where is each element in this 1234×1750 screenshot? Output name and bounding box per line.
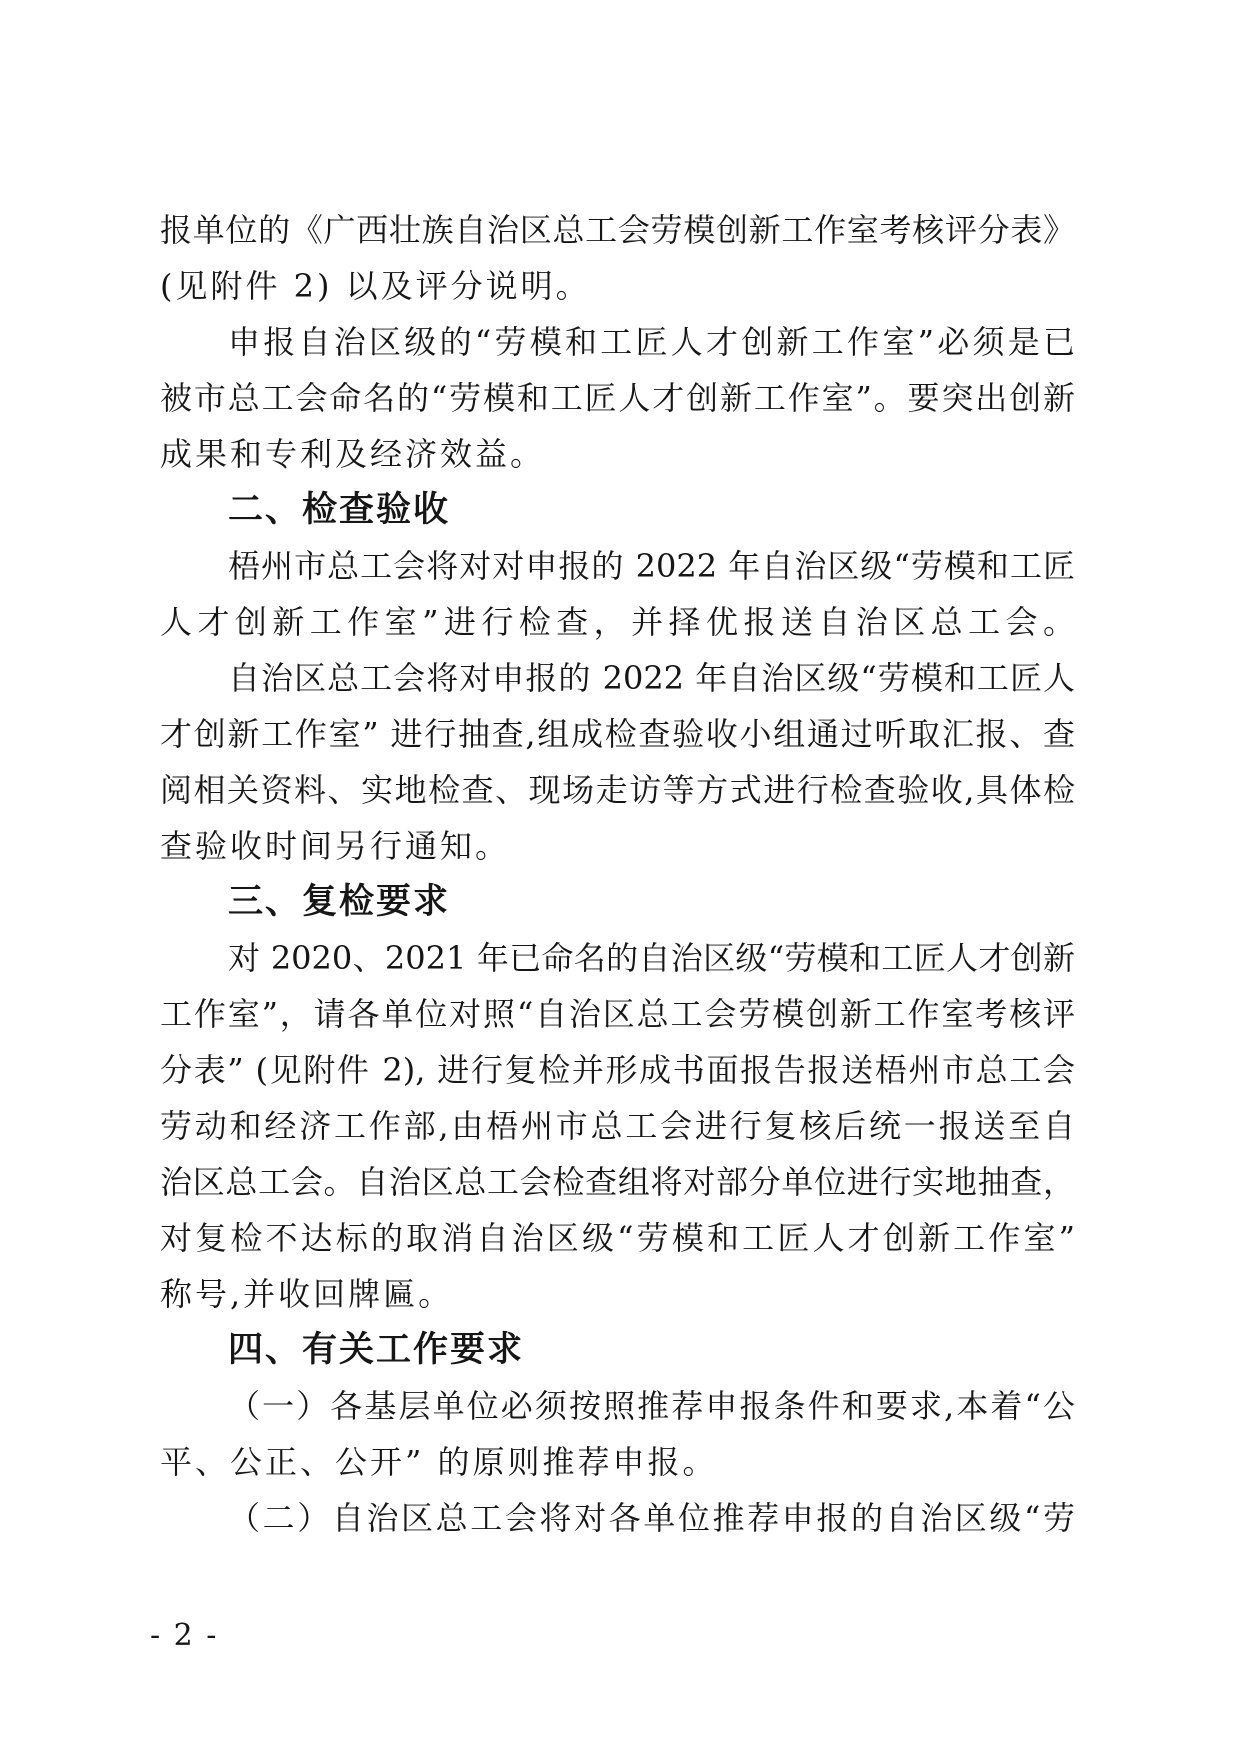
text-line: （二）自治区总工会将对各单位推荐申报的自治区级“劳	[228, 1499, 1075, 1537]
page-number: - 2 -	[150, 1618, 219, 1653]
text-line: 梧州市总工会将对对申报的 2022 年自治区级“劳模和工匠	[228, 547, 1075, 585]
section-heading: 四、有关工作要求	[228, 1330, 525, 1370]
text-line: 人才创新工作室”进行检查，并择优报送自治区总工会。	[160, 603, 1075, 641]
document-body	[160, 202, 1075, 1546]
text-line: 才创新工作室” 进行抽查,组成检查验收小组通过听取汇报、查	[160, 715, 1075, 753]
text-line: 对 2020、2021 年已命名的自治区级“劳模和工匠人才创新	[228, 939, 1075, 977]
text-line: 劳动和经济工作部,由梧州市总工会进行复核后统一报送至自	[160, 1107, 1075, 1145]
text-line: 报单位的《广西壮族自治区总工会劳模创新工作室考核评分表》	[160, 211, 1075, 249]
text-line: 成果和专利及经济效益。	[160, 435, 546, 473]
text-line: 工作室”，请各单位对照“自治区总工会劳模创新工作室考核评	[160, 995, 1075, 1033]
text-line: 阅相关资料、实地检查、现场走访等方式进行检查验收,具体检	[160, 771, 1075, 809]
text-line: 分表” (见附件 2), 进行复检并形成书面报告报送梧州市总工会	[160, 1051, 1075, 1089]
text-line: 称号,并收回牌匾。	[160, 1275, 454, 1313]
text-line: 申报自治区级的“劳模和工匠人才创新工作室”必须是已	[228, 323, 1075, 361]
text-line: (见附件 2) 以及评分说明。	[160, 267, 591, 305]
text-line: 被市总工会命名的“劳模和工匠人才创新工作室”。要突出创新	[160, 379, 1075, 417]
text-line: 自治区总工会将对申报的 2022 年自治区级“劳模和工匠人	[228, 659, 1075, 697]
text-line: 平、公正、公开” 的原则推荐申报。	[160, 1443, 718, 1481]
text-line: （一）各基层单位必须按照推荐申报条件和要求,本着“公	[228, 1387, 1075, 1425]
section-heading: 三、复检要求	[228, 882, 451, 922]
text-line: 查验收时间另行通知。	[160, 827, 511, 865]
section-heading: 二、检查验收	[228, 490, 451, 530]
text-line: 治区总工会。自治区总工会检查组将对部分单位进行实地抽查，	[160, 1163, 1075, 1201]
text-line: 对复检不达标的取消自治区级“劳模和工匠人才创新工作室”	[160, 1219, 1075, 1257]
